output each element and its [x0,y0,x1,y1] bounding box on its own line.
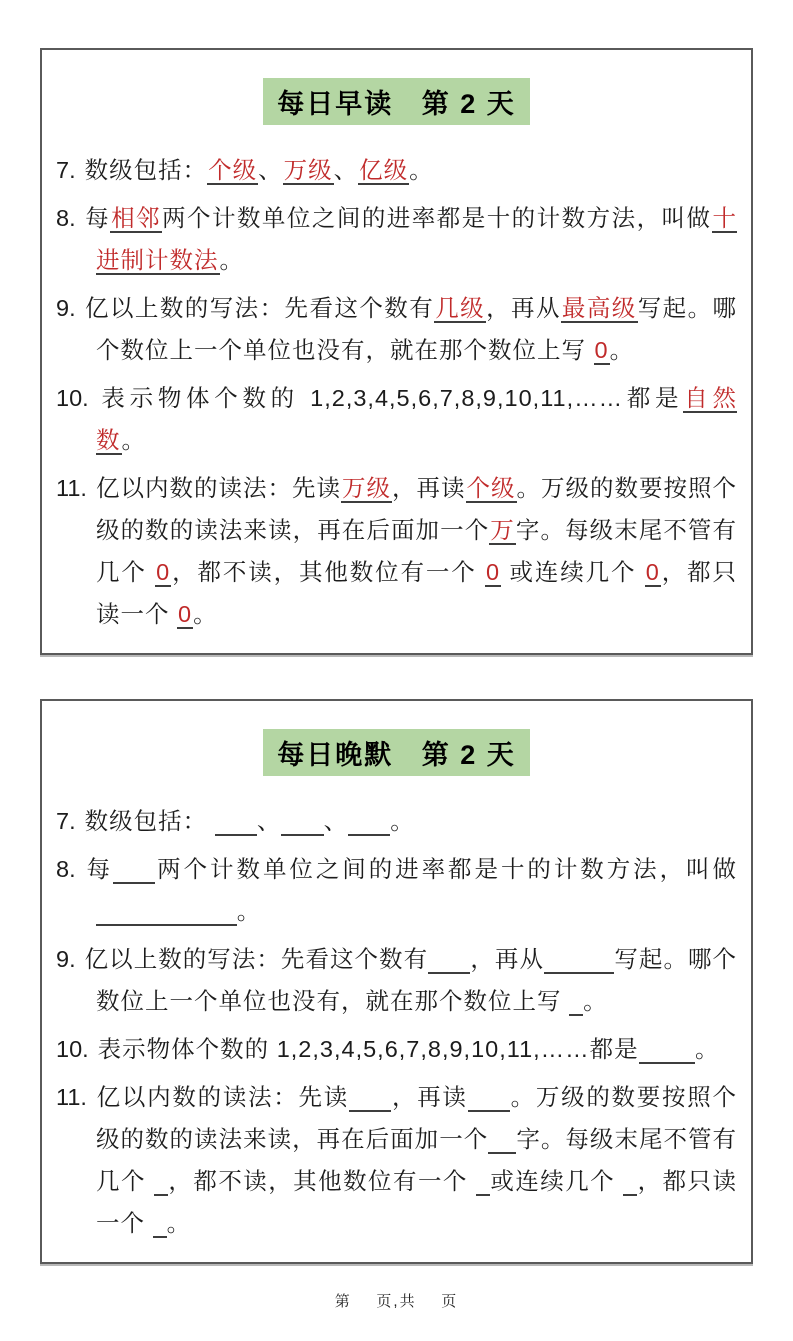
item-number: 11. [56,1084,87,1111]
item-number: 10. [56,1036,89,1063]
plain-text: 。 [193,601,218,628]
plain-text: 写起。哪个数位上一个单位也没有，就在那个数位上写 [96,295,738,364]
answer-text: 万 [490,517,515,544]
plain-text: 。 [583,988,608,1015]
plain-text: 每 [84,205,111,232]
blank-line [281,808,323,836]
plain-text: 、 [323,808,349,835]
page-footer: 第 页,共 页 [334,1293,459,1311]
plain-text: ，再从 [470,946,544,973]
section-title-highlight: 每日早读 第 2 天 [263,78,530,125]
blank-line [166,898,236,926]
plain-text: 字。每级末尾不管有几个 [96,1126,738,1195]
answer-text: 几级 [435,295,486,322]
plain-text: ，再读 [391,475,466,502]
plain-text: 。 [609,337,635,364]
answer-text: 个级 [466,475,516,502]
plain-text: 数级包括： [84,157,208,184]
section-evening-recitation [40,699,753,1264]
answer-text: 0 [645,559,660,586]
worksheet-item [56,149,737,191]
worksheet-item [56,848,737,932]
blank-line [488,1126,516,1154]
plain-text: 数级包括： [84,808,215,835]
worksheet-item [56,377,737,461]
answer-text: 0 [486,559,501,586]
plain-text: 表示物体个数的 1,2,3,4,5,6,7,8,9,10,11,……都是 [97,385,684,412]
item-number: 7. [56,157,76,184]
plain-text: 或连续几个 [501,559,645,586]
item-list [56,149,737,635]
plain-text: 亿以上数的写法：先看这个数有 [84,946,429,973]
plain-text: 。 [409,157,434,184]
item-number: 8. [56,205,76,232]
answer-text: 最高级 [561,295,637,322]
plain-text: 两个计数单位之间的进率都是十的计数方法，叫做 [162,205,712,232]
plain-text: 。 [236,898,262,925]
blank-line [569,988,583,1016]
blank-line [468,1084,510,1112]
plain-text: ，再读 [391,1084,468,1111]
answer-text: 亿级 [359,157,409,184]
plain-text: 亿以内数的读法：先读 [95,1084,350,1111]
plain-text: 。 [390,808,415,835]
plain-text: 亿以上数的写法：先看这个数有 [84,295,435,322]
item-number: 9. [56,295,76,322]
worksheet-item [56,800,737,842]
answer-text: 相邻 [111,205,162,232]
blank-line [348,808,390,836]
plain-text: 亿以内数的读法：先读 [95,475,341,502]
worksheet-item [56,467,737,635]
section-morning-reading [40,48,753,655]
blank-line [154,1168,168,1196]
blank-line [428,946,470,974]
answer-text: 0 [156,559,171,586]
blank-line [349,1084,391,1112]
worksheet-item [56,938,737,1022]
plain-text: 。 [166,1210,192,1237]
blank-line [215,808,257,836]
blank-line [476,1168,490,1196]
answer-text: 十进制计数法 [96,205,737,274]
plain-text: ，都不读，其他数位有一个 [167,1168,476,1195]
plain-text: ，都只读一个 [96,559,738,628]
answer-text: 0 [594,337,609,364]
worksheet-item [56,1028,737,1070]
plain-text: 两个计数单位之间的进率都是十的计数方法，叫做 [155,856,738,883]
plain-text: 。万级的数要按照个级的数的读法来读，再在后面加一个 [96,475,738,544]
section-title-highlight: 每日晚默 第 2 天 [263,729,530,776]
section-title-row [56,711,737,794]
plain-text: 写起。哪个数位上一个单位也没有，就在那个数位上写 [96,946,738,1015]
plain-text: ，都不读，其他数位有一个 [171,559,486,586]
worksheet-item [56,1076,737,1244]
plain-text: 。万级的数要按照个级的数的读法来读，再在后面加一个 [96,1084,737,1153]
item-number: 7. [56,808,76,835]
blank-line [153,1210,167,1238]
plain-text: 。 [694,1036,720,1063]
answer-text: 自然数 [96,385,737,454]
item-number: 9. [56,946,76,973]
plain-text: 每 [84,856,113,883]
blank-line [623,1168,637,1196]
plain-text: ，都只读一个 [96,1168,738,1237]
plain-text: 、 [256,808,282,835]
blank-line [113,856,155,884]
blank-line [96,898,166,926]
plain-text: 、 [258,157,283,184]
answer-text: 万级 [283,157,333,184]
plain-text: 字。每级末尾不管有几个 [96,517,738,586]
plain-text: 、 [333,157,359,184]
plain-text: 。 [219,247,244,274]
plain-text: ，再从 [486,295,561,322]
item-number: 11. [56,475,87,502]
plain-text: 。 [121,427,146,454]
worksheet-item [56,197,737,281]
answer-text: 个级 [208,157,258,184]
plain-text: 表示物体个数的 1,2,3,4,5,6,7,8,9,10,11,……都是 [97,1036,639,1063]
item-number: 8. [56,856,76,883]
answer-text: 万级 [341,475,391,502]
section-title-row [56,60,737,143]
item-number: 10. [56,385,89,412]
plain-text: 或连续几个 [489,1168,624,1195]
worksheet-page [40,0,753,1341]
blank-line [639,1036,695,1064]
blank-line [544,946,614,974]
worksheet-item [56,287,737,371]
item-list [56,800,737,1244]
answer-text: 0 [178,601,193,628]
